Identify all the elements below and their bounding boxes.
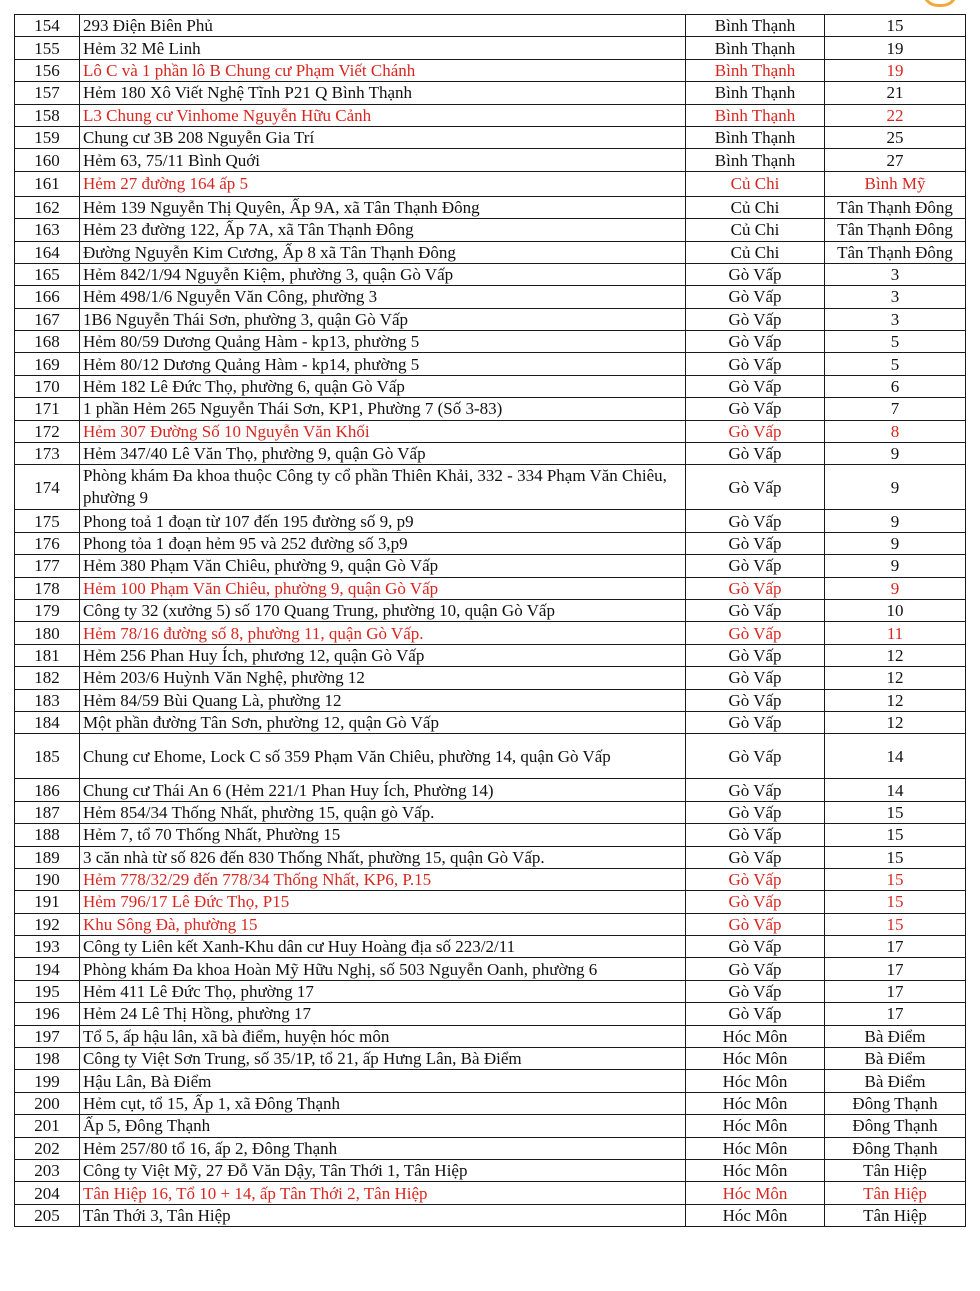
table-row (15, 1137, 966, 1159)
ward-cell: 9 (825, 532, 966, 554)
ward-cell: 15 (825, 913, 966, 935)
location-cell: Hẻm 307 Đường Số 10 Nguyễn Văn Khối (80, 420, 686, 442)
table-row (15, 104, 966, 126)
row-number-cell: 188 (15, 824, 80, 846)
row-number-cell: 198 (15, 1048, 80, 1070)
district-cell: Gò Vấp (686, 711, 825, 733)
table-row (15, 734, 966, 779)
row-number-cell: 174 (15, 465, 80, 510)
district-cell: Gò Vấp (686, 779, 825, 801)
row-number-cell: 195 (15, 980, 80, 1002)
table-row (15, 1003, 966, 1025)
district-cell: Gò Vấp (686, 891, 825, 913)
district-cell: Gò Vấp (686, 689, 825, 711)
row-number-cell: 176 (15, 532, 80, 554)
row-number-cell: 183 (15, 689, 80, 711)
table-row (15, 241, 966, 263)
location-cell: Công ty 32 (xưởng 5) số 170 Quang Trung, phường 10, quận Gò Vấp (80, 599, 686, 621)
district-cell: Gò Vấp (686, 599, 825, 621)
table-row (15, 1204, 966, 1226)
row-number-cell: 202 (15, 1137, 80, 1159)
ward-cell: 9 (825, 443, 966, 465)
table-row (15, 443, 966, 465)
row-number-cell: 187 (15, 801, 80, 823)
district-cell: Gò Vấp (686, 667, 825, 689)
location-cell: Hậu Lân, Bà Điểm (80, 1070, 686, 1092)
location-cell: Chung cư Ehome, Lock C số 359 Phạm Văn Chiêu, phường 14, quận Gò Vấp (80, 734, 686, 779)
district-cell: Gò Vấp (686, 420, 825, 442)
location-cell: Hẻm 778/32/29 đến 778/34 Thống Nhất, KP6, P.15 (80, 868, 686, 890)
location-cell: Ấp 5, Đông Thạnh (80, 1115, 686, 1137)
row-number-cell: 179 (15, 599, 80, 621)
ward-cell: 5 (825, 353, 966, 375)
district-cell: Gò Vấp (686, 443, 825, 465)
table-row (15, 1092, 966, 1114)
district-cell: Hóc Môn (686, 1137, 825, 1159)
row-number-cell: 171 (15, 398, 80, 420)
table-row (15, 824, 966, 846)
district-cell: Gò Vấp (686, 868, 825, 890)
table-row (15, 37, 966, 59)
row-number-cell: 167 (15, 308, 80, 330)
table-row (15, 420, 966, 442)
row-number-cell: 205 (15, 1204, 80, 1226)
location-cell: Tân Thới 3, Tân Hiệp (80, 1204, 686, 1226)
location-cell: Hẻm 498/1/6 Nguyễn Văn Công, phường 3 (80, 286, 686, 308)
ward-cell: Tân Hiệp (825, 1204, 966, 1226)
district-cell: Hóc Môn (686, 1092, 825, 1114)
row-number-cell: 156 (15, 59, 80, 81)
ward-cell: 7 (825, 398, 966, 420)
district-cell: Gò Vấp (686, 936, 825, 958)
location-cell: Hẻm 182 Lê Đức Thọ, phường 6, quận Gò Vấp (80, 375, 686, 397)
table-row (15, 913, 966, 935)
table-row (15, 577, 966, 599)
location-cell: Hẻm 24 Lê Thị Hồng, phường 17 (80, 1003, 686, 1025)
district-cell: Gò Vấp (686, 801, 825, 823)
location-cell: Hẻm 32 Mê Linh (80, 37, 686, 59)
ward-cell: Tân Thạnh Đông (825, 219, 966, 241)
location-cell: Hẻm 842/1/94 Nguyễn Kiệm, phường 3, quận Gò Vấp (80, 263, 686, 285)
table-row (15, 263, 966, 285)
row-number-cell: 186 (15, 779, 80, 801)
row-number-cell: 189 (15, 846, 80, 868)
district-cell: Gò Vấp (686, 734, 825, 779)
ward-cell: Bà Điểm (825, 1070, 966, 1092)
table-row (15, 59, 966, 81)
row-number-cell: 161 (15, 171, 80, 196)
table-row (15, 980, 966, 1002)
table-row (15, 868, 966, 890)
location-cell: Hẻm 257/80 tổ 16, ấp 2, Đông Thạnh (80, 1137, 686, 1159)
ward-cell: 17 (825, 1003, 966, 1025)
district-cell: Gò Vấp (686, 555, 825, 577)
ward-cell: 11 (825, 622, 966, 644)
ward-cell: 15 (825, 846, 966, 868)
ward-cell: 14 (825, 734, 966, 779)
location-cell: Hẻm 63, 75/11 Bình Quới (80, 149, 686, 171)
district-cell: Củ Chi (686, 196, 825, 218)
ward-cell: 9 (825, 510, 966, 532)
ward-cell: 25 (825, 126, 966, 148)
district-cell: Củ Chi (686, 171, 825, 196)
district-cell: Gò Vấp (686, 331, 825, 353)
row-number-cell: 163 (15, 219, 80, 241)
location-cell: Tân Hiệp 16, Tổ 10 + 14, ấp Tân Thới 2, Tân Hiệp (80, 1182, 686, 1204)
location-cell: Hẻm 84/59 Bùi Quang Là, phường 12 (80, 689, 686, 711)
location-cell: Lô C và 1 phần lô B Chung cư Phạm Viết Chánh (80, 59, 686, 81)
district-cell: Gò Vấp (686, 980, 825, 1002)
location-cell: Hẻm 100 Phạm Văn Chiêu, phường 9, quận Gò Vấp (80, 577, 686, 599)
table-row (15, 1115, 966, 1137)
ward-cell: 15 (825, 868, 966, 890)
table-row (15, 891, 966, 913)
district-cell: Gò Vấp (686, 532, 825, 554)
row-number-cell: 172 (15, 420, 80, 442)
ward-cell: 22 (825, 104, 966, 126)
ward-cell: 9 (825, 465, 966, 510)
ward-cell: 12 (825, 711, 966, 733)
location-cell: Chung cư 3B 208 Nguyễn Gia Trí (80, 126, 686, 148)
table-row (15, 510, 966, 532)
table-row (15, 331, 966, 353)
district-cell: Gò Vấp (686, 846, 825, 868)
row-number-cell: 180 (15, 622, 80, 644)
location-cell: Hẻm 380 Phạm Văn Chiêu, phường 9, quận Gò Vấp (80, 555, 686, 577)
ward-cell: 5 (825, 331, 966, 353)
table-row (15, 599, 966, 621)
row-number-cell: 197 (15, 1025, 80, 1047)
ward-cell: 12 (825, 644, 966, 666)
district-cell: Bình Thạnh (686, 37, 825, 59)
table-row (15, 555, 966, 577)
ward-cell: 8 (825, 420, 966, 442)
ward-cell: 27 (825, 149, 966, 171)
table-row (15, 196, 966, 218)
row-number-cell: 168 (15, 331, 80, 353)
row-number-cell: 159 (15, 126, 80, 148)
table-row (15, 15, 966, 37)
ward-cell: 15 (825, 801, 966, 823)
location-cell: Hẻm 139 Nguyễn Thị Quyên, Ấp 9A, xã Tân Thạnh Đông (80, 196, 686, 218)
table-row (15, 219, 966, 241)
ward-cell: 12 (825, 667, 966, 689)
ward-cell: 9 (825, 577, 966, 599)
table-row (15, 1070, 966, 1092)
district-cell: Gò Vấp (686, 286, 825, 308)
ward-cell: Tân Hiệp (825, 1182, 966, 1204)
table-row (15, 958, 966, 980)
location-cell: Hẻm cụt, tổ 15, Ấp 1, xã Đông Thạnh (80, 1092, 686, 1114)
district-cell: Gò Vấp (686, 622, 825, 644)
ward-cell: 19 (825, 37, 966, 59)
row-number-cell: 155 (15, 37, 80, 59)
row-number-cell: 194 (15, 958, 80, 980)
location-cell: Công ty Việt Sơn Trung, số 35/1P, tổ 21, ấp Hưng Lân, Bà Điểm (80, 1048, 686, 1070)
table-row (15, 801, 966, 823)
location-cell: 1B6 Nguyễn Thái Sơn, phường 3, quận Gò Vấp (80, 308, 686, 330)
ward-cell: 6 (825, 375, 966, 397)
table-row (15, 353, 966, 375)
location-cell: Công ty Việt Mỹ, 27 Đỗ Văn Dậy, Tân Thới 1, Tân Hiệp (80, 1159, 686, 1181)
district-cell: Hóc Môn (686, 1070, 825, 1092)
location-cell: Tổ 5, ấp hậu lân, xã bà điểm, huyện hóc môn (80, 1025, 686, 1047)
table-row (15, 82, 966, 104)
district-cell: Hóc Môn (686, 1025, 825, 1047)
location-cell: Hẻm 80/12 Dương Quảng Hàm - kp14, phường 5 (80, 353, 686, 375)
row-number-cell: 199 (15, 1070, 80, 1092)
district-cell: Gò Vấp (686, 644, 825, 666)
location-cell: Hẻm 256 Phan Huy Ích, phương 12, quận Gò Vấp (80, 644, 686, 666)
district-cell: Gò Vấp (686, 958, 825, 980)
table-row (15, 375, 966, 397)
row-number-cell: 178 (15, 577, 80, 599)
table-body (15, 15, 966, 1227)
table-row (15, 1048, 966, 1070)
district-cell: Gò Vấp (686, 913, 825, 935)
row-number-cell: 181 (15, 644, 80, 666)
row-number-cell: 182 (15, 667, 80, 689)
ward-cell: 15 (825, 824, 966, 846)
table-row (15, 846, 966, 868)
row-number-cell: 173 (15, 443, 80, 465)
row-number-cell: 190 (15, 868, 80, 890)
location-cell: 1 phần Hẻm 265 Nguyễn Thái Sơn, KP1, Phường 7 (Số 3-83) (80, 398, 686, 420)
ward-cell: Tân Hiệp (825, 1159, 966, 1181)
district-cell: Gò Vấp (686, 398, 825, 420)
table-row (15, 622, 966, 644)
district-cell: Bình Thạnh (686, 126, 825, 148)
table-row (15, 308, 966, 330)
location-cell: Phong tỏa 1 đoạn hẻm 95 và 252 đường số 3,p9 (80, 532, 686, 554)
table-row (15, 532, 966, 554)
table-row (15, 711, 966, 733)
table-row (15, 779, 966, 801)
district-cell: Củ Chi (686, 219, 825, 241)
location-cell: Hẻm 347/40 Lê Văn Thọ, phường 9, quận Gò Vấp (80, 443, 686, 465)
location-cell: Phong toả 1 đoạn từ 107 đến 195 đường số 9, p9 (80, 510, 686, 532)
ward-cell: 21 (825, 82, 966, 104)
table-row (15, 149, 966, 171)
row-number-cell: 203 (15, 1159, 80, 1181)
district-cell: Bình Thạnh (686, 59, 825, 81)
table-row (15, 644, 966, 666)
row-number-cell: 157 (15, 82, 80, 104)
district-cell: Gò Vấp (686, 510, 825, 532)
location-cell: Chung cư Thái An 6 (Hẻm 221/1 Phan Huy Ích, Phường 14) (80, 779, 686, 801)
district-cell: Củ Chi (686, 241, 825, 263)
ward-cell: Bà Điểm (825, 1025, 966, 1047)
row-number-cell: 193 (15, 936, 80, 958)
lockdown-area-table (14, 14, 966, 1227)
row-number-cell: 166 (15, 286, 80, 308)
ward-cell: 15 (825, 891, 966, 913)
row-number-cell: 175 (15, 510, 80, 532)
row-number-cell: 162 (15, 196, 80, 218)
location-cell: Hẻm 411 Lê Đức Thọ, phường 17 (80, 980, 686, 1002)
table-row (15, 1182, 966, 1204)
district-cell: Hóc Môn (686, 1159, 825, 1181)
location-cell: Phòng khám Đa khoa Hoàn Mỹ Hữu Nghị, số 503 Nguyễn Oanh, phường 6 (80, 958, 686, 980)
location-cell: Hẻm 854/34 Thống Nhất, phường 15, quận gò Vấp. (80, 801, 686, 823)
district-cell: Gò Vấp (686, 465, 825, 510)
ward-cell: Đông Thạnh (825, 1115, 966, 1137)
location-cell: 293 Điện Biên Phủ (80, 15, 686, 37)
district-cell: Bình Thạnh (686, 82, 825, 104)
location-cell: Công ty Liên kết Xanh-Khu dân cư Huy Hoàng địa số 223/2/11 (80, 936, 686, 958)
table-row (15, 936, 966, 958)
table-row (15, 171, 966, 196)
row-number-cell: 177 (15, 555, 80, 577)
row-number-cell: 191 (15, 891, 80, 913)
ward-cell: 17 (825, 958, 966, 980)
logo-mark (922, 0, 958, 7)
ward-cell: 3 (825, 308, 966, 330)
district-cell: Gò Vấp (686, 1003, 825, 1025)
row-number-cell: 185 (15, 734, 80, 779)
row-number-cell: 165 (15, 263, 80, 285)
ward-cell: 17 (825, 936, 966, 958)
row-number-cell: 158 (15, 104, 80, 126)
location-cell: Hẻm 23 đường 122, Ấp 7A, xã Tân Thạnh Đông (80, 219, 686, 241)
row-number-cell: 192 (15, 913, 80, 935)
table-row (15, 689, 966, 711)
district-cell: Bình Thạnh (686, 15, 825, 37)
location-cell: Một phần đường Tân Sơn, phường 12, quận Gò Vấp (80, 711, 686, 733)
location-cell: Phòng khám Đa khoa thuộc Công ty cổ phần Thiên Khải, 332 - 334 Phạm Văn Chiêu, phường 9 (80, 465, 686, 510)
row-number-cell: 201 (15, 1115, 80, 1137)
ward-cell: Đông Thạnh (825, 1092, 966, 1114)
district-cell: Gò Vấp (686, 263, 825, 285)
row-number-cell: 200 (15, 1092, 80, 1114)
ward-cell: 14 (825, 779, 966, 801)
row-number-cell: 160 (15, 149, 80, 171)
district-cell: Gò Vấp (686, 577, 825, 599)
district-cell: Gò Vấp (686, 353, 825, 375)
location-cell: Hẻm 180 Xô Viết Nghệ Tĩnh P21 Q Bình Thạnh (80, 82, 686, 104)
ward-cell: Bình Mỹ (825, 171, 966, 196)
row-number-cell: 184 (15, 711, 80, 733)
row-number-cell: 164 (15, 241, 80, 263)
district-cell: Bình Thạnh (686, 104, 825, 126)
ward-cell: Bà Điểm (825, 1048, 966, 1070)
ward-cell: 15 (825, 15, 966, 37)
district-cell: Gò Vấp (686, 824, 825, 846)
ward-cell: 9 (825, 555, 966, 577)
district-cell: Gò Vấp (686, 375, 825, 397)
row-number-cell: 196 (15, 1003, 80, 1025)
district-cell: Hóc Môn (686, 1182, 825, 1204)
location-cell: Hẻm 7, tổ 70 Thống Nhất, Phường 15 (80, 824, 686, 846)
location-cell: Hẻm 80/59 Dương Quảng Hàm - kp13, phường 5 (80, 331, 686, 353)
row-number-cell: 204 (15, 1182, 80, 1204)
ward-cell: 3 (825, 286, 966, 308)
location-cell: Hẻm 796/17 Lê Đức Thọ, P15 (80, 891, 686, 913)
row-number-cell: 154 (15, 15, 80, 37)
district-cell: Hóc Môn (686, 1204, 825, 1226)
ward-cell: 17 (825, 980, 966, 1002)
table-row (15, 465, 966, 510)
table-row (15, 126, 966, 148)
ward-cell: 3 (825, 263, 966, 285)
table-row (15, 1159, 966, 1181)
location-cell: Hẻm 27 đường 164 ấp 5 (80, 171, 686, 196)
location-cell: Hẻm 203/6 Huỳnh Văn Nghệ, phường 12 (80, 667, 686, 689)
ward-cell: 10 (825, 599, 966, 621)
district-cell: Hóc Môn (686, 1115, 825, 1137)
ward-cell: Đông Thạnh (825, 1137, 966, 1159)
ward-cell: Tân Thạnh Đông (825, 241, 966, 263)
ward-cell: Tân Thạnh Đông (825, 196, 966, 218)
table-row (15, 1025, 966, 1047)
location-cell: L3 Chung cư Vinhome Nguyễn Hữu Cảnh (80, 104, 686, 126)
ward-cell: 19 (825, 59, 966, 81)
district-cell: Hóc Môn (686, 1048, 825, 1070)
district-cell: Gò Vấp (686, 308, 825, 330)
table-row (15, 667, 966, 689)
location-cell: 3 căn nhà từ số 826 đến 830 Thống Nhất, phường 15, quận Gò Vấp. (80, 846, 686, 868)
row-number-cell: 170 (15, 375, 80, 397)
table-row (15, 398, 966, 420)
location-cell: Đường Nguyễn Kim Cương, Ấp 8 xã Tân Thạnh Đông (80, 241, 686, 263)
ward-cell: 12 (825, 689, 966, 711)
table-row (15, 286, 966, 308)
location-cell: Hẻm 78/16 đường số 8, phường 11, quận Gò Vấp. (80, 622, 686, 644)
location-cell: Khu Sông Đà, phường 15 (80, 913, 686, 935)
row-number-cell: 169 (15, 353, 80, 375)
district-cell: Bình Thạnh (686, 149, 825, 171)
